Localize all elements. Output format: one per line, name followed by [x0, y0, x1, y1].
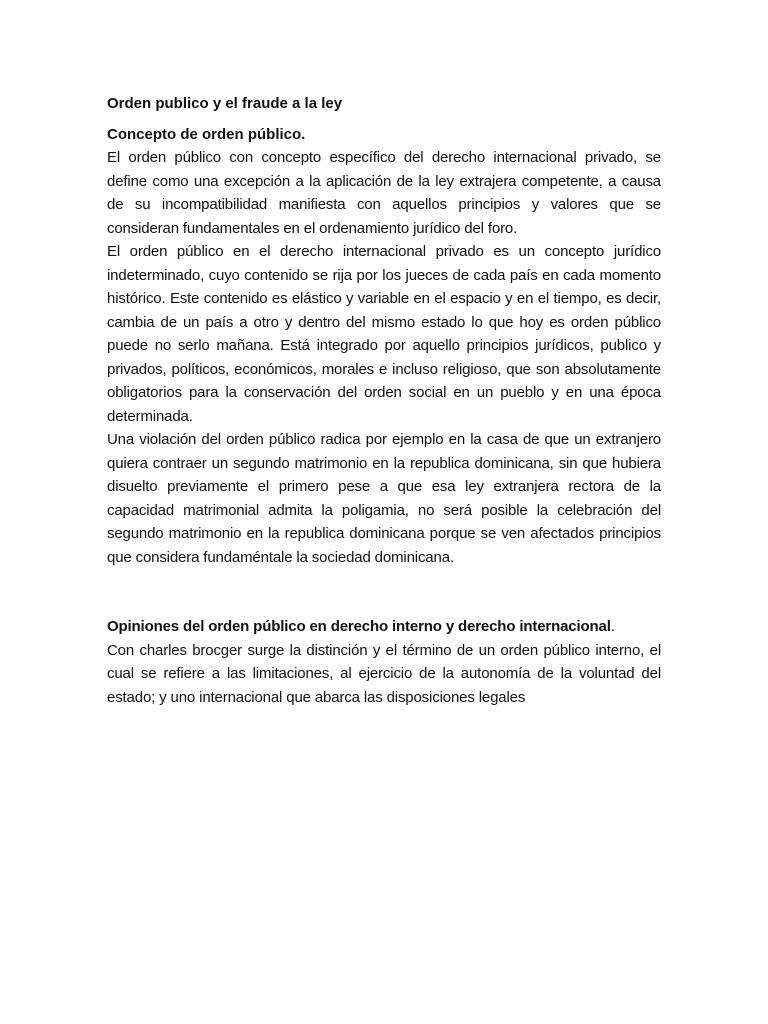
paragraph-1: El orden público con concepto específico del derecho internacional privado, se define como una excepción a la aplicación de la ley extrajera competente, a causa de su incompatibilidad manifiesta con aquellos principios y valores que se consideran fundamentales en el ordenamiento jurídico del foro.	[107, 149, 661, 237]
document-title: Orden publico y el fraude a la ley	[107, 95, 343, 112]
paragraph-3: Una violación del orden público radica por ejemplo en la casa de que un extranjero quiera contraer un segundo matrimonio en la republica dominicana, sin que hubiera disuelto previamente el primero pese a que esa ley extranjera rectora de la capacidad matrimonial admita la poligamia, no será posible la celebración del segundo matrimonio en la republica dominicana porque se ven afectados principios que considera fundaméntale la sociedad dominicana.	[107, 431, 661, 566]
paragraph-4: Con charles brocger surge la distinción y el término de un orden público interno, el cual se refiere a las limitaciones, al ejercicio de la autonomía de la voluntad del estado; y uno internacional que abarca las disposiciones legales	[107, 641, 661, 706]
section-heading-opiniones	[107, 615, 661, 639]
paragraph-2: El orden público en el derecho internacional privado es un concepto jurídico indeterminado, cuyo contenido se rija por los jueces de cada país en cada momento histórico. Este contenido es elástico y variable en el espacio y en el tiempo, es decir, cambia de un país a otro y dentro del mismo estado lo que hoy es orden público puede no serlo mañana. Está integrado por aquello principios jurídicos, publico y privados, políticos, económicos, morales e incluso religioso, que son absolutamente obligatorios para la conservación del orden social en un pueblo y en una época determinada.	[107, 243, 661, 425]
document-body	[107, 92, 661, 709]
section-heading-concepto: Concepto de orden público.	[107, 126, 306, 143]
section-heading-opiniones-text: Opiniones del orden público en derecho interno y derecho internacional	[107, 618, 611, 635]
section-heading-opiniones-period: .	[610, 618, 615, 635]
